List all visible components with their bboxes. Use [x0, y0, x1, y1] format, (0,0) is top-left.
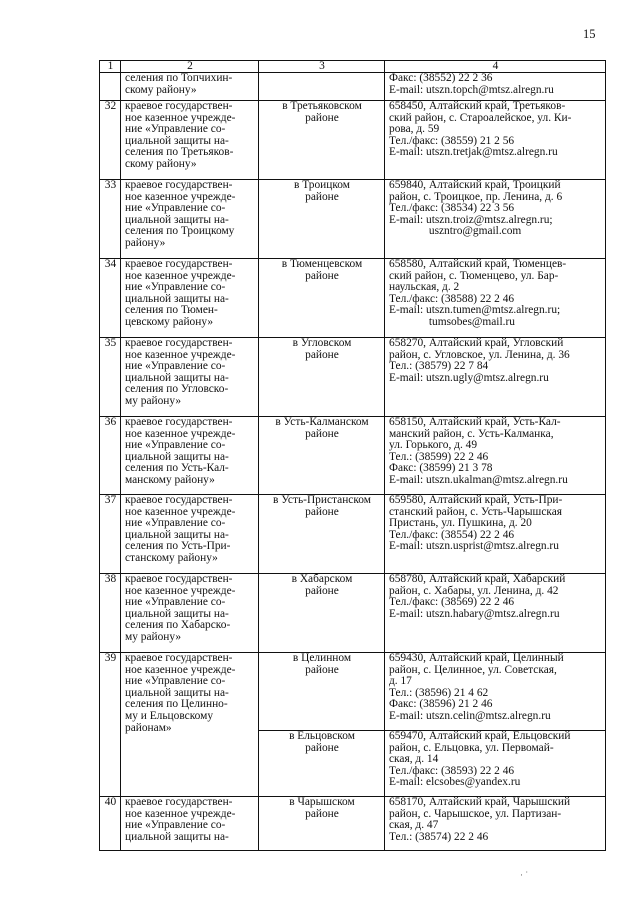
district-line: в Усть-Калманском — [275, 416, 369, 428]
address-line: район, с. Чарышское, ул. Партизан- — [389, 807, 562, 820]
row-number: 37 — [100, 495, 121, 574]
address-line: E-mail: utszn.usprist@mtsz.alregn.ru — [389, 540, 559, 553]
address-line: Тел.: (38599) 22 2 46 — [389, 450, 489, 463]
organization-line: селения по Третьяков- — [125, 146, 234, 159]
district-cell — [259, 259, 385, 338]
address-line: 658450, Алтайский край, Третьяков- — [389, 100, 566, 112]
row-number: 39 — [100, 653, 121, 797]
organization-line: циальной защиты на- — [125, 528, 229, 541]
address-line: Тел./факс: (38593) 22 2 46 — [389, 764, 515, 777]
address-line: Тел.: (38596) 21 4 62 — [389, 686, 489, 699]
address-cell — [385, 259, 606, 338]
address-line: 658270, Алтайский край, Угловский — [389, 337, 564, 349]
district-line: в Третьяковском — [282, 100, 362, 112]
district-cell — [259, 495, 385, 574]
row-number: 35 — [100, 338, 121, 417]
table-row — [100, 180, 606, 259]
organization-line: циальной защиты на- — [125, 134, 229, 147]
address-cell — [385, 797, 606, 851]
scan-mark: · ˙ — [520, 870, 529, 880]
district-cell — [259, 101, 385, 180]
organization-line: циальной защиты на- — [125, 292, 229, 305]
organization-line: ние «Управление со- — [125, 596, 226, 609]
address-line: 659430, Алтайский край, Целинный — [389, 652, 564, 664]
address-line: E-mail: utszn.celin@mtsz.alregn.ru — [389, 709, 551, 722]
address-line: Тел./факс: (38588) 22 2 46 — [389, 292, 515, 305]
address-line: ская, д. 47 — [389, 819, 439, 832]
organization-line: ное казенное учрежде- — [125, 663, 236, 676]
organization-line: краевое государствен- — [125, 796, 233, 808]
address-line: E-mail: utszn.habary@mtsz.alregn.ru — [389, 607, 560, 620]
row-number: 40 — [100, 797, 121, 851]
address-cell — [385, 731, 606, 797]
district-line: районе — [305, 807, 339, 820]
district-line: в Угловском — [292, 337, 352, 349]
table-row — [100, 338, 606, 417]
district-cell — [259, 417, 385, 495]
district-line: в Тюменцевском — [281, 258, 363, 270]
page-number: 15 — [583, 27, 596, 41]
address-line: район, с. Троицкое, пр. Ленина, д. 6 — [389, 190, 563, 203]
address-cell — [385, 653, 606, 731]
organization-cell — [121, 73, 259, 101]
organization-line: скому району» — [125, 83, 197, 96]
table-row — [100, 495, 606, 574]
organization-line: му и Ельцовскому — [125, 709, 214, 722]
address-line: наульская, д. 2 — [389, 281, 460, 294]
organization-line: ние «Управление со- — [125, 517, 226, 530]
district-line: районе — [305, 663, 339, 676]
address-line: 659840, Алтайский край, Троицкий — [389, 179, 561, 191]
address-line: д. 17 — [389, 675, 412, 688]
district-cell — [259, 574, 385, 653]
column-header: 1 — [100, 61, 121, 73]
address-line: E-mail: utszn.tumen@mtsz.alregn.ru; — [389, 304, 561, 317]
row-number: 32 — [100, 101, 121, 180]
organization-line: ние «Управление со- — [125, 123, 226, 136]
organization-line: районам» — [125, 721, 172, 734]
district-line: в Хабарском — [291, 573, 353, 585]
district-line: в Чарышском — [289, 796, 355, 808]
table-row — [100, 653, 606, 731]
address-line: 658170, Алтайский край, Чарышский — [389, 796, 571, 808]
district-line: в Ельцовском — [289, 730, 355, 742]
address-line: 658580, Алтайский край, Тюменцев- — [389, 258, 567, 270]
organization-line: краевое государствен- — [125, 258, 233, 270]
district-cell — [259, 797, 385, 851]
table-row — [100, 73, 606, 101]
organization-line: ние «Управление со- — [125, 202, 226, 215]
address-cell — [385, 574, 606, 653]
district-line: районе — [305, 505, 339, 518]
address-line: E-mail: elcsobes@yandex.ru — [389, 776, 521, 789]
row-number: 36 — [100, 417, 121, 495]
organization-cell — [121, 653, 259, 797]
district-line: в Целинном — [292, 652, 352, 664]
organization-line: ное казенное учрежде- — [125, 190, 236, 203]
address-line: Тел./факс: (38534) 22 3 56 — [389, 202, 515, 215]
address-cell — [385, 417, 606, 495]
address-line: E-mail: utszn.tretjak@mtsz.alregn.ru — [389, 146, 558, 159]
column-header: 3 — [259, 61, 385, 73]
organization-line: селения по Усть-При- — [125, 540, 231, 553]
address-cell — [385, 101, 606, 180]
district-line: районе — [305, 584, 339, 597]
table-row — [100, 101, 606, 180]
address-line: район, с. Целинное, ул. Советская, — [389, 663, 557, 676]
column-header: 2 — [121, 61, 259, 73]
organization-line: ние «Управление со- — [125, 360, 226, 373]
address-line: 659470, Алтайский край, Ельцовский — [389, 730, 571, 742]
organization-line: ное казенное учрежде- — [125, 111, 236, 124]
district-cell — [259, 180, 385, 259]
address-line: Факс: (38599) 21 3 78 — [389, 462, 493, 475]
organization-line: ние «Управление со- — [125, 439, 226, 452]
organization-line: ное казенное учрежде- — [125, 584, 236, 597]
address-line: tumsobes@mail.ru — [389, 315, 515, 328]
address-line: район, с. Хабары, ул. Ленина, д. 42 — [389, 584, 559, 597]
address-line: E-mail: utszn.topch@mtsz.alregn.ru — [389, 83, 554, 96]
organization-line: скому району» — [125, 157, 197, 170]
offices-table — [99, 60, 606, 851]
address-cell — [385, 495, 606, 574]
address-line: 659580, Алтайский край, Усть-При- — [389, 494, 563, 506]
address-line: ул. Горького, д. 49 — [389, 439, 478, 452]
address-cell — [385, 338, 606, 417]
organization-cell — [121, 180, 259, 259]
address-line: uszntro@gmail.com — [389, 225, 522, 238]
organization-line: краевое государствен- — [125, 494, 233, 506]
organization-line: селения по Угловско- — [125, 383, 229, 396]
district-cell — [259, 73, 385, 101]
address-line: Тел./факс: (38554) 22 2 46 — [389, 528, 515, 541]
table-header-row — [100, 61, 606, 73]
organization-line: ное казенное учрежде- — [125, 269, 236, 282]
organization-line: ное казенное учрежде- — [125, 807, 236, 820]
organization-line: ние «Управление со- — [125, 281, 226, 294]
district-line: районе — [305, 741, 339, 754]
organization-line: манскому району» — [125, 473, 215, 486]
organization-cell — [121, 495, 259, 574]
district-line: в Троицком — [294, 179, 350, 191]
organization-cell — [121, 101, 259, 180]
organization-line: станскому району» — [125, 551, 218, 564]
organization-line: цевскому району» — [125, 315, 214, 328]
address-line: Факс: (38552) 22 2 36 — [389, 72, 493, 84]
address-line: E-mail: utszn.ukalman@mtsz.alregn.ru — [389, 473, 568, 486]
address-line: 658780, Алтайский край, Хабарский — [389, 573, 566, 585]
organization-line: краевое государствен- — [125, 179, 233, 191]
organization-line: циальной защиты на- — [125, 686, 229, 699]
organization-line: краевое государствен- — [125, 652, 233, 664]
table-row — [100, 259, 606, 338]
address-cell — [385, 73, 606, 101]
address-line: E-mail: utszn.ugly@mtsz.alregn.ru — [389, 371, 549, 384]
organization-line: ное казенное учрежде- — [125, 348, 236, 361]
organization-line: краевое государствен- — [125, 100, 233, 112]
table-row — [100, 797, 606, 851]
address-cell — [385, 180, 606, 259]
organization-line: му району» — [125, 394, 182, 407]
organization-line: циальной защиты на- — [125, 607, 229, 620]
organization-line: селения по Тюмен- — [125, 304, 218, 317]
organization-line: му району» — [125, 630, 182, 643]
address-line: ский район, с. Тюменцево, ул. Бар- — [389, 269, 559, 282]
district-line: районе — [305, 427, 339, 440]
row-number: 33 — [100, 180, 121, 259]
address-line: Пристань, ул. Пушкина, д. 20 — [389, 517, 532, 530]
address-line: рова, д. 59 — [389, 123, 440, 136]
organization-line: ние «Управление со- — [125, 675, 226, 688]
address-line: 658150, Алтайский край, Усть-Кал- — [389, 416, 561, 428]
district-line: районе — [305, 111, 339, 124]
organization-cell — [121, 259, 259, 338]
column-header: 4 — [385, 61, 606, 73]
organization-line: краевое государствен- — [125, 416, 233, 428]
organization-line: ное казенное учрежде- — [125, 505, 236, 518]
district-line: районе — [305, 348, 339, 361]
district-line: в Усть-Пристанском — [273, 494, 371, 506]
organization-line: ное казенное учрежде- — [125, 427, 236, 440]
organization-line: селения по Усть-Кал- — [125, 462, 229, 475]
address-line: Тел.: (38574) 22 2 46 — [389, 830, 489, 843]
table-row — [100, 417, 606, 495]
address-line: район, с. Ельцовка, ул. Первомай- — [389, 741, 554, 754]
organization-line: селения по Хабарско- — [125, 619, 231, 632]
address-line: ский район, с. Староалейское, ул. Ки- — [389, 111, 572, 124]
organization-line: краевое государствен- — [125, 573, 233, 585]
address-line: Факс: (38596) 21 2 46 — [389, 698, 493, 711]
organization-cell — [121, 417, 259, 495]
district-line: районе — [305, 190, 339, 203]
district-cell — [259, 731, 385, 797]
row-number — [100, 73, 121, 101]
row-number: 38 — [100, 574, 121, 653]
organization-line: циальной защиты на- — [125, 450, 229, 463]
address-line: Тел./факс: (38559) 21 2 56 — [389, 134, 515, 147]
table-row — [100, 574, 606, 653]
organization-cell — [121, 574, 259, 653]
organization-line: селения по Целинно- — [125, 698, 228, 711]
organization-line: селения по Троицкому — [125, 225, 235, 238]
address-line: Тел./факс: (38569) 22 2 46 — [389, 596, 515, 609]
organization-line: селения по Топчихин- — [125, 72, 233, 84]
district-line: районе — [305, 269, 339, 282]
address-line: E-mail: utszn.troiz@mtsz.alregn.ru; — [389, 213, 553, 226]
district-cell — [259, 338, 385, 417]
organization-line: циальной защиты на- — [125, 830, 229, 843]
organization-line: ние «Управление со- — [125, 819, 226, 832]
organization-line: району» — [125, 236, 166, 249]
address-line: район, с. Угловское, ул. Ленина, д. 36 — [389, 348, 570, 361]
table-body — [100, 61, 606, 851]
address-line: манский район, с. Усть-Калманка, — [389, 427, 554, 440]
row-number: 34 — [100, 259, 121, 338]
address-line: Тел.: (38579) 22 7 84 — [389, 360, 489, 373]
address-line: станский район, с. Усть-Чарышская — [389, 505, 563, 518]
address-line: ская, д. 14 — [389, 753, 439, 766]
organization-line: циальной защиты на- — [125, 213, 229, 226]
organization-cell — [121, 797, 259, 851]
organization-cell — [121, 338, 259, 417]
organization-line: циальной защиты на- — [125, 371, 229, 384]
organization-line: краевое государствен- — [125, 337, 233, 349]
district-cell — [259, 653, 385, 731]
